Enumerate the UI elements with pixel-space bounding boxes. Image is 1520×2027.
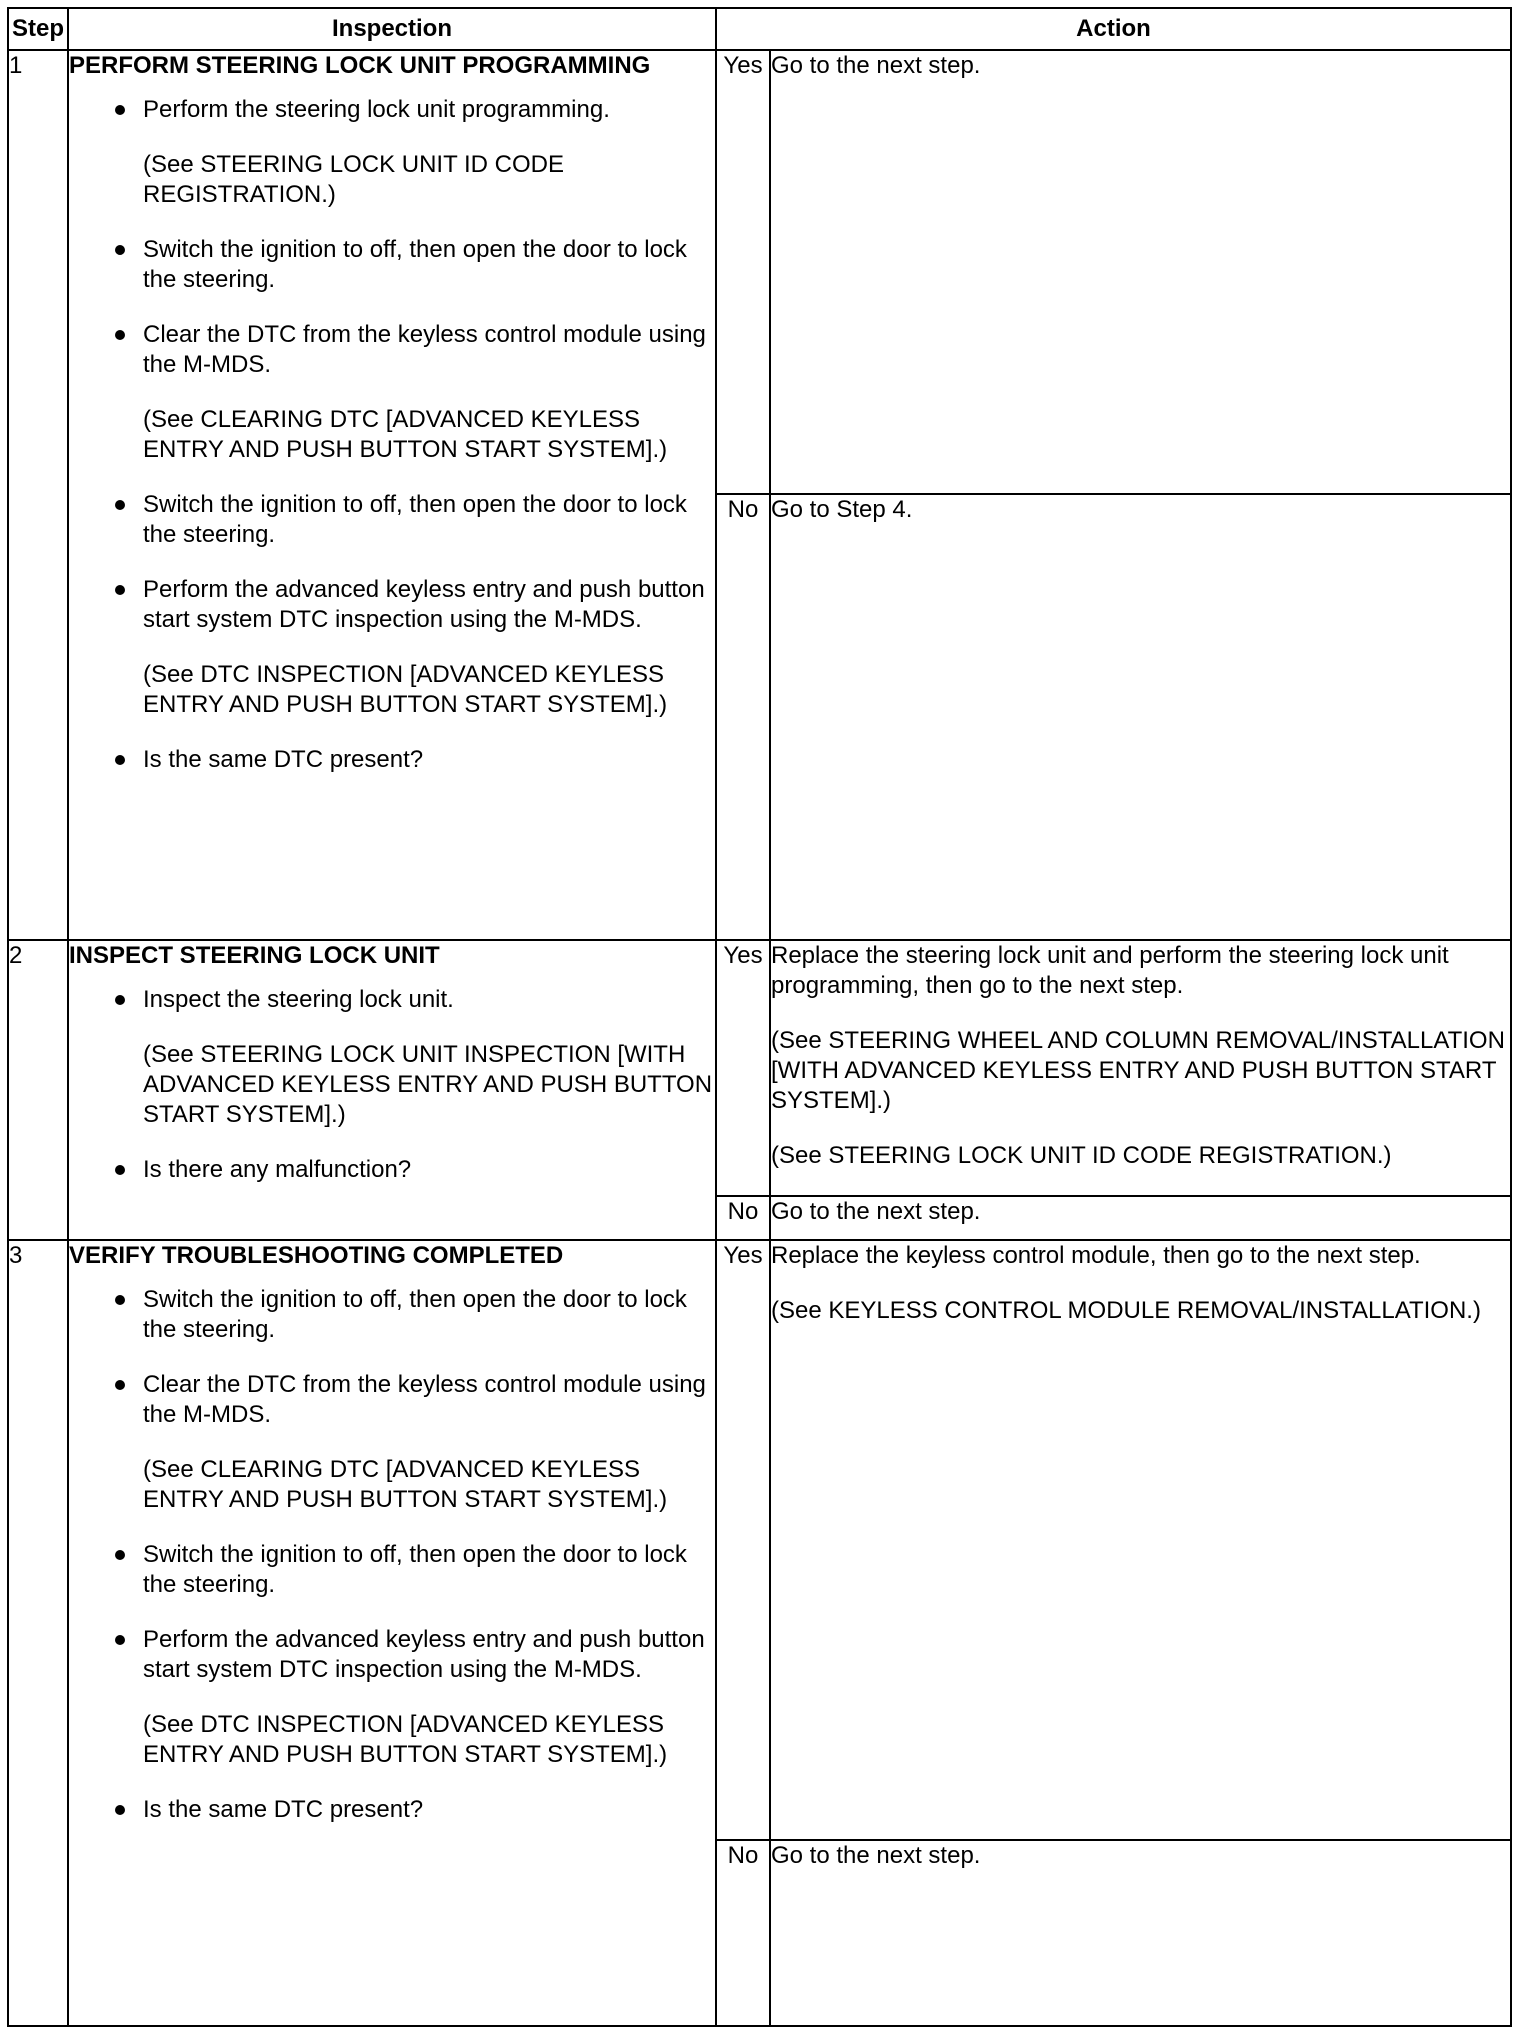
inspection-item: Is the same DTC present? [69,745,715,775]
no-label: No [716,1840,770,2026]
step-row [8,1240,1511,1840]
inspection-reference: (See CLEARING DTC [ADVANCED KEYLESS ENTRY AND PUSH BUTTON START SYSTEM].) [143,1456,668,1513]
inspection-item: Perform the steering lock unit programming. [69,95,715,125]
action-text: Go to Step 4. [771,496,913,523]
inspection-list [69,985,715,1185]
no-action [770,494,1511,940]
inspection-item: Is there any malfunction? [69,1155,715,1185]
no-label: No [716,1196,770,1240]
action-text: Replace the steering lock unit and perform the steering lock unit programming, then go to the next step. [771,942,1449,999]
action-text: (See KEYLESS CONTROL MODULE REMOVAL/INSTALLATION.) [771,1297,1481,1324]
no-action [770,1196,1511,1240]
header-inspection: Inspection [68,8,716,50]
action-text: Go to the next step. [771,1842,981,1869]
yes-label: Yes [716,50,770,494]
inspection-reference: (See STEERING LOCK UNIT ID CODE REGISTRATION.) [143,151,564,208]
yes-action [770,50,1511,494]
inspection-reference: (See DTC INSPECTION [ADVANCED KEYLESS ENTRY AND PUSH BUTTON START SYSTEM].) [143,1711,668,1768]
step-number: 1 [8,50,68,940]
inspection-item: Clear the DTC from the keyless control module using the M-MDS. [69,1370,715,1430]
inspection-list [69,95,715,775]
yes-action [770,940,1511,1196]
inspection-item: Switch the ignition to off, then open the door to lock the steering. [69,1285,715,1345]
inspection-item: Perform the advanced keyless entry and push button start system DTC inspection using the M-MDS. [69,575,715,635]
inspection-item: Inspect the steering lock unit. [69,985,715,1015]
header-action: Action [716,8,1511,50]
inspection-reference: (See STEERING LOCK UNIT INSPECTION [WITH ADVANCED KEYLESS ENTRY AND PUSH BUTTON START SYSTEM].) [143,1041,713,1128]
inspection-reference: (See DTC INSPECTION [ADVANCED KEYLESS ENTRY AND PUSH BUTTON START SYSTEM].) [143,661,668,718]
inspection-reference: (See CLEARING DTC [ADVANCED KEYLESS ENTRY AND PUSH BUTTON START SYSTEM].) [143,406,668,463]
inspection-cell [68,1240,716,2026]
step-title: VERIFY TROUBLESHOOTING COMPLETED [69,1242,564,1269]
yes-label: Yes [716,940,770,1196]
step-number: 2 [8,940,68,1240]
step-title: INSPECT STEERING LOCK UNIT [69,942,440,969]
step-number: 3 [8,1240,68,2026]
inspection-item: Switch the ignition to off, then open the door to lock the steering. [69,1540,715,1600]
action-text: Go to the next step. [771,1198,981,1225]
action-text: Replace the keyless control module, then go to the next step. [771,1242,1421,1269]
action-text: (See STEERING WHEEL AND COLUMN REMOVAL/INSTALLATION [WITH ADVANCED KEYLESS ENTRY AND PUSH BUTTON START SYSTEM].) [771,1027,1505,1114]
no-label: No [716,494,770,940]
no-action [770,1840,1511,2026]
inspection-item: Is the same DTC present? [69,1795,715,1825]
table-header-row [8,8,1511,50]
inspection-item: Clear the DTC from the keyless control module using the M-MDS. [69,320,715,380]
header-step: Step [8,8,68,50]
yes-label: Yes [716,1240,770,1840]
yes-action [770,1240,1511,1840]
inspection-list [69,1285,715,1825]
inspection-cell [68,50,716,940]
inspection-item: Switch the ignition to off, then open the door to lock the steering. [69,235,715,295]
action-text: Go to the next step. [771,52,981,79]
action-text: (See STEERING LOCK UNIT ID CODE REGISTRATION.) [771,1142,1392,1169]
inspection-item: Perform the advanced keyless entry and push button start system DTC inspection using the M-MDS. [69,1625,715,1685]
step-title: PERFORM STEERING LOCK UNIT PROGRAMMING [69,52,651,79]
inspection-item: Switch the ignition to off, then open the door to lock the steering. [69,490,715,550]
step-row [8,940,1511,1196]
step-row [8,50,1511,494]
inspection-cell [68,940,716,1240]
troubleshooting-table [7,7,1512,2027]
